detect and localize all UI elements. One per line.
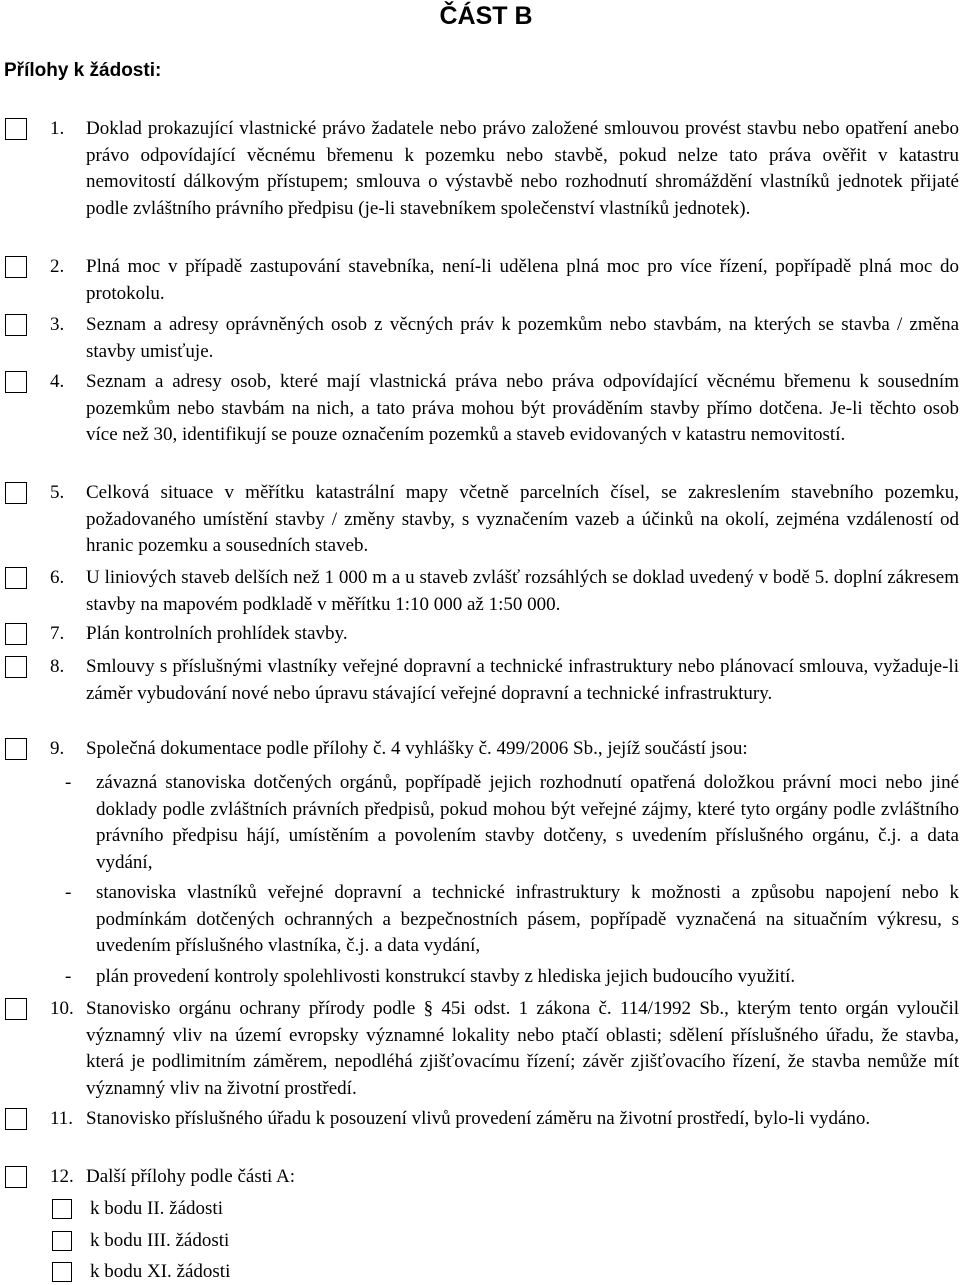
bullet-dash: - — [65, 772, 72, 793]
sub-item-label: k bodu III. žádosti — [90, 1230, 230, 1251]
attachments-heading: Přílohy k žádosti: — [4, 60, 162, 81]
item-text: Stanovisko příslušného úřadu k posouzení vlivů provedení záměru na životní prostředí, bylo-li vydáno. — [86, 1108, 871, 1129]
checkbox-item-11[interactable] — [5, 1108, 27, 1130]
bullet-dash: - — [65, 966, 72, 987]
checkbox-item-4[interactable] — [5, 371, 27, 393]
item-number: 10. — [50, 998, 74, 1019]
checkbox-item-5[interactable] — [5, 482, 27, 504]
sub-item-label: k bodu XI. žádosti — [90, 1261, 231, 1282]
checkbox-bod-xi[interactable] — [52, 1262, 72, 1282]
checkbox-item-7[interactable] — [5, 623, 27, 645]
checkbox-item-3[interactable] — [5, 314, 27, 336]
item-number: 3. — [50, 314, 65, 335]
page-title: ČÁST B — [439, 2, 533, 30]
item-number: 7. — [50, 623, 65, 644]
checkbox-item-9[interactable] — [5, 738, 27, 760]
bullet-dash: - — [65, 882, 72, 903]
bullet-text: závazná stanoviska dotčených orgánů, popřípadě jejich rozhodnutí opatřená doložkou právní moci nebo jiné doklady podle zvláštních právních předpisů, pokud mohou být veřejné zájmy, které tyto orgány podle zvláštního právního předpisu hájí, umístěním a povolením stavby dotčeny, s uvedením příslušného orgánu, č.j. a data vydání, — [96, 772, 959, 873]
item-number: 5. — [50, 482, 65, 503]
item-text: Seznam a adresy oprávněných osob z věcných práv k pozemkům nebo stavbám, na kterých se stavba / změna stavby umisťuje. — [86, 314, 959, 362]
item-number: 6. — [50, 567, 65, 588]
item-text: Plán kontrolních prohlídek stavby. — [86, 623, 348, 644]
item-text: Další přílohy podle části A: — [86, 1166, 295, 1187]
item-text: Plná moc v případě zastupování stavebníka, není-li udělena plná moc pro více řízení, popřípadě plná moc do protokolu. — [86, 256, 959, 304]
item-text: Seznam a adresy osob, které mají vlastnická práva nebo práva odpovídající věcnému břemenu k sousedním pozemkům nebo stavbám na nich, a tato práva mohou být prováděním stavby přímo dotčena. Je-li těchto osob více než 30, identifikují se pouze označením pozemků a staveb evidovaných v katastru nemovitostí. — [86, 371, 959, 445]
bullet-text: stanoviska vlastníků veřejné dopravní a technické infrastruktury k možnosti a způsobu napojení nebo k podmínkám dotčených ochranných a bezpečnostních pásem, popřípadě vyznačená na situačním výkresu, s uvedením příslušného vlastníka, č.j. a data vydání, — [96, 882, 959, 956]
checkbox-item-8[interactable] — [5, 656, 27, 678]
item-text: Stanovisko orgánu ochrany přírody podle § 45i odst. 1 zákona č. 114/1992 Sb., kterým tento orgán vyloučil významný vliv na území evropsky významné lokality nebo ptačí oblasti; sdělení příslušného úřadu, že stavba, která je podlimitním záměrem, nepodléhá zjišťovacímu řízení; závěr zjišťovacího řízení, že stavba nemůže mít významný vliv na životní prostředí. — [86, 998, 959, 1099]
checkbox-item-10[interactable] — [5, 998, 27, 1020]
checkbox-item-12[interactable] — [5, 1166, 27, 1188]
item-text: Celková situace v měřítku katastrální mapy včetně parcelních čísel, se zakreslením stavebního pozemku, požadovaného umístění stavby / změny stavby, s vyznačením vazeb a účinků na okolí, zejména vzdáleností od hranic pozemku a sousedních staveb. — [86, 482, 959, 556]
sub-item-label: k bodu II. žádosti — [90, 1198, 223, 1219]
checkbox-bod-ii[interactable] — [52, 1199, 72, 1219]
bullet-text: plán provedení kontroly spolehlivosti konstrukcí stavby z hlediska jejich budoucího využití. — [96, 966, 796, 987]
item-number: 1. — [50, 118, 65, 139]
item-text: Společná dokumentace podle přílohy č. 4 vyhlášky č. 499/2006 Sb., jejíž součástí jsou: — [86, 738, 748, 759]
item-text: Doklad prokazující vlastnické právo žadatele nebo právo založené smlouvou provést stavbu nebo opatření anebo právo odpovídající věcnému břemenu k pozemku nebo stavbě, pokud nelze tato práva ověřit v katastru nemovitostí dálkovým přístupem; smlouva o výstavbě nebo rozhodnutí shromáždění vlastníků jednotek přijaté podle zvláštního právního předpisu (je-li stavebníkem společenství vlastníků jednotek). — [86, 118, 959, 219]
checkbox-item-2[interactable] — [5, 256, 27, 278]
checkbox-item-6[interactable] — [5, 567, 27, 589]
item-number: 11. — [50, 1108, 74, 1129]
item-number: 12. — [50, 1166, 74, 1187]
checkbox-bod-iii[interactable] — [52, 1231, 72, 1251]
item-number: 4. — [50, 371, 65, 392]
item-text: U liniových staveb delších než 1 000 m a u staveb zvlášť rozsáhlých se doklad uvedený v bodě 5. doplní zákresem stavby na mapovém podkladě v měřítku 1:10 000 až 1:50 000. — [86, 567, 959, 615]
item-number: 8. — [50, 656, 65, 677]
item-text: Smlouvy s příslušnými vlastníky veřejné dopravní a technické infrastruktury nebo plánovací smlouva, vyžaduje-li záměr vybudování nové nebo úpravu stávající veřejné dopravní a technické infrastruktury. — [86, 656, 959, 704]
item-number: 9. — [50, 738, 65, 759]
checkbox-item-1[interactable] — [5, 118, 27, 140]
item-number: 2. — [50, 256, 65, 277]
